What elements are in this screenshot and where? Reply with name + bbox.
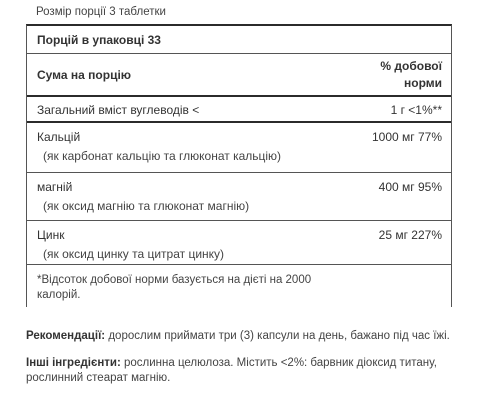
daily-value-label-line2: норми <box>403 75 442 90</box>
recommendations-text: дорослим приймати три (3) капсули на день, бажано під час їжі. <box>105 330 450 342</box>
ingredients-text: рослинна целюлоза. Містить <2%: барвник діоксид титану, рослинний стеарат магнію. <box>26 357 437 384</box>
servings-per-container: Порцій в упаковці 33 <box>37 33 161 47</box>
carbohydrates-value: 1 г <1%** <box>390 103 442 117</box>
carbohydrates-row <box>27 97 451 123</box>
nutrition-table <box>26 24 452 307</box>
table-header-row <box>27 54 451 97</box>
daily-value-header <box>380 58 442 92</box>
recommendations <box>26 329 466 344</box>
nutrient-name: Цинк <box>37 228 65 242</box>
nutrient-name: Кальцій <box>37 130 81 144</box>
amount-per-serving-label: Сума на порцію <box>37 67 132 82</box>
nutrient-amount: 400 мг 95% <box>378 180 442 194</box>
footnote-line2: калорій. <box>37 289 81 301</box>
nutrient-row-calcium <box>27 123 451 173</box>
footnote-line1: *Відсоток добової норми базується на дієті на 2000 <box>37 274 312 286</box>
ingredients-label: Інші інгредієнти: <box>26 357 121 369</box>
daily-value-footnote <box>27 265 451 307</box>
nutrient-row-magnesium <box>27 173 451 221</box>
recommendations-label: Рекомендації: <box>26 330 106 342</box>
serving-size: Розмір порції 3 таблетки <box>36 6 166 18</box>
nutrient-name: магній <box>37 180 73 194</box>
servings-per-container-row <box>27 26 451 54</box>
other-ingredients <box>26 356 456 386</box>
supplement-facts-panel <box>26 0 452 307</box>
daily-value-label-line1: % добової <box>380 58 442 73</box>
nutrient-amount: 25 мг 227% <box>378 228 442 242</box>
nutrient-source: (як карбонат кальцію та глюконат кальцію) <box>43 149 282 163</box>
carbohydrates-label: Загальний вміст вуглеводів < <box>37 103 200 117</box>
nutrient-row-zinc <box>27 221 451 265</box>
nutrient-source: (як оксид магнію та глюконат магнію) <box>43 199 250 213</box>
nutrient-amount: 1000 мг 77% <box>371 130 442 144</box>
product-notes <box>26 329 466 398</box>
nutrient-source: (як оксид цинку та цитрат цинку) <box>43 247 225 261</box>
